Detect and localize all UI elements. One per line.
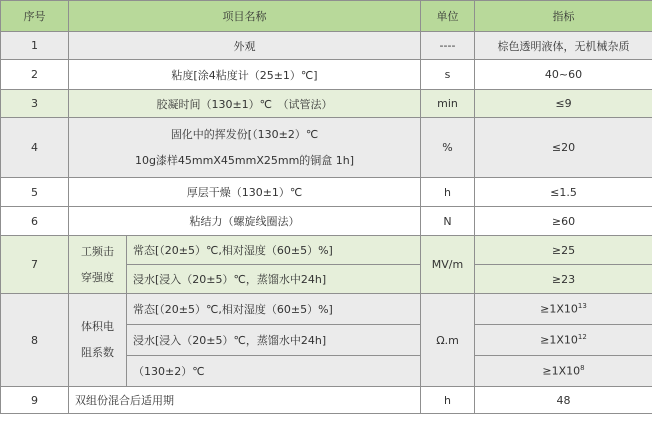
row-number: 1 [1, 32, 69, 60]
item-name: 粘结力（螺旋线圈法） [69, 207, 421, 236]
index-value [475, 294, 652, 325]
table-row [1, 60, 652, 90]
row-number: 5 [1, 178, 69, 207]
table-row [1, 178, 652, 207]
item-name: 厚层干燥（130±1）℃ [69, 178, 421, 207]
unit: h [421, 387, 475, 414]
sub-item-name: 浸水[浸入（20±5）℃，蒸馏水中24h] [127, 265, 421, 294]
index-value: ≤9 [475, 90, 652, 118]
index-value [475, 325, 652, 356]
group-label-line2: 阻系数 [81, 346, 114, 359]
unit: s [421, 60, 475, 90]
row-number: 6 [1, 207, 69, 236]
row-number: 8 [1, 294, 69, 387]
value-base: ≥1X10 [540, 333, 578, 347]
index-value: ≤20 [475, 118, 652, 178]
index-value: ≥25 [475, 236, 652, 265]
sub-item-name: 常态[（20±5）℃,相对湿度（60±5）%] [127, 294, 421, 325]
row-number: 3 [1, 90, 69, 118]
unit: h [421, 178, 475, 207]
unit: N [421, 207, 475, 236]
table-row [1, 387, 652, 414]
group-label [69, 236, 127, 294]
sub-item-name: 常态[（20±5）℃,相对湿度（60±5）%] [127, 236, 421, 265]
index-value: ≥23 [475, 265, 652, 294]
header-index: 指标 [475, 1, 652, 32]
item-name: 双组份混合后适用期 [69, 387, 421, 414]
value-base: ≥1X10 [540, 302, 578, 316]
value-exponent: 8 [580, 364, 585, 373]
item-name: 外观 [69, 32, 421, 60]
table-row [1, 236, 652, 265]
index-value: ≥60 [475, 207, 652, 236]
table-row [1, 207, 652, 236]
item-name: 粘度[涂4粘度计（25±1）℃] [69, 60, 421, 90]
header-no: 序号 [1, 1, 69, 32]
value-base: ≥1X10 [542, 364, 581, 378]
sub-item-name: （130±2）℃ [127, 356, 421, 387]
group-label-line1: 体积电 [81, 320, 114, 333]
row-number: 2 [1, 60, 69, 90]
item-name: 胶凝时间（130±1）℃ （试管法） [69, 90, 421, 118]
unit: Ω.m [421, 294, 475, 387]
item-name-line2: 10g漆样45mmX45mmX25mm的铜盒 1h] [134, 153, 355, 167]
item-name-line1: 固化中的挥发份[（130±2）℃ [170, 127, 319, 141]
unit: min [421, 90, 475, 118]
index-value: ≤1.5 [475, 178, 652, 207]
index-value: 棕色透明液体，无机械杂质 [475, 32, 652, 60]
index-value: 40~60 [475, 60, 652, 90]
table-row [1, 118, 652, 178]
index-value [475, 356, 652, 387]
sub-item-name: 浸水[浸入（20±5）℃，蒸馏水中24h] [127, 325, 421, 356]
group-label-line1: 工频击 [81, 244, 114, 258]
header-unit: 单位 [421, 1, 475, 32]
index-value: 48 [475, 387, 652, 414]
table-row [1, 32, 652, 60]
row-number: 7 [1, 236, 69, 294]
row-number: 9 [1, 387, 69, 414]
group-label [69, 294, 127, 387]
group-label-line2: 穿强度 [81, 270, 114, 284]
unit: ---- [421, 32, 475, 60]
header-item: 项目名称 [69, 1, 421, 32]
row-number: 4 [1, 118, 69, 178]
table-row [1, 90, 652, 118]
header-row [1, 1, 652, 32]
unit: % [421, 118, 475, 178]
item-name [69, 118, 421, 178]
unit: MV/m [421, 236, 475, 294]
value-exponent: 13 [577, 302, 587, 311]
value-exponent: 12 [577, 333, 587, 342]
table-row [1, 294, 652, 325]
